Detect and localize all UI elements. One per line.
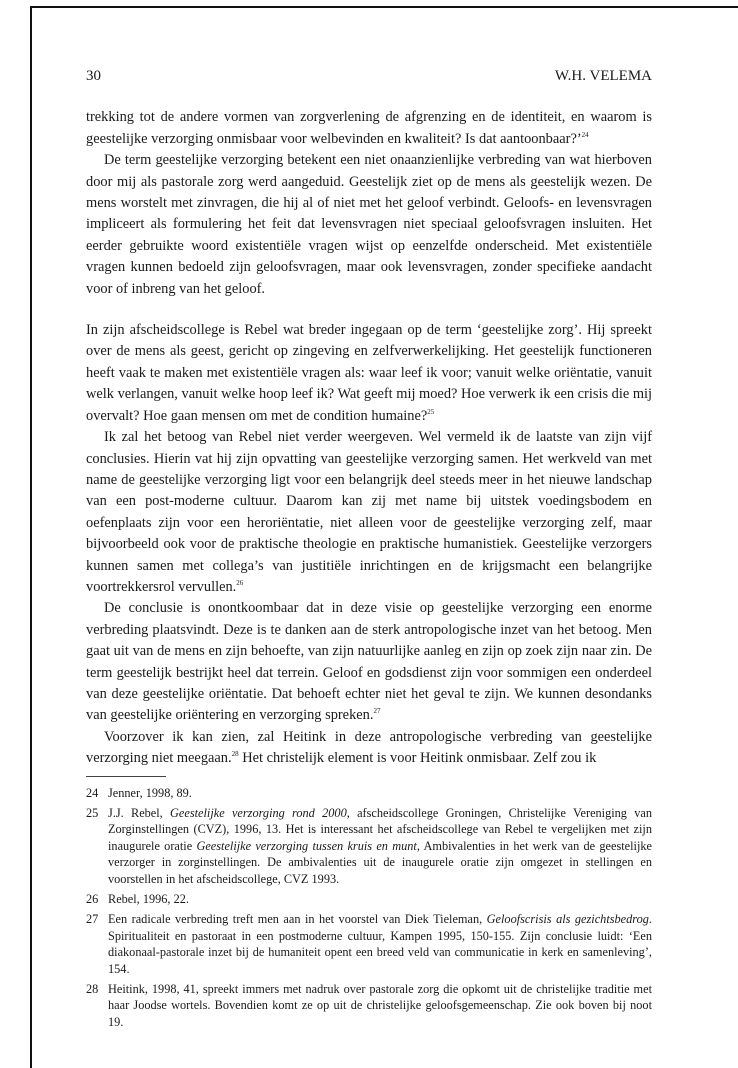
footnote-text-segment: Een radicale verbreding treft men aan in het voorstel van Diek Tieleman, [108, 912, 487, 927]
running-header [86, 66, 652, 87]
paragraph-text: Voorzover ik kan zien, zal Heitink in deze antropologische verbreding van geestelijke verzorging niet meegaan. [86, 728, 652, 767]
footnote-text [108, 785, 652, 801]
footnote-ref[interactable]: 26 [236, 578, 244, 587]
cited-title: Geloofscrisis als gezichtsbedrog [486, 912, 649, 927]
paragraph-text-continued: Het christelijk element is voor Heitink onmisbaar. Zelf zou ik [238, 750, 597, 767]
footnote-ref[interactable]: 28 [231, 750, 239, 759]
footnote [86, 911, 652, 977]
page-border-top [30, 6, 738, 8]
running-title: W.H. VELEMA [554, 68, 652, 84]
footnote-text-segment: Rebel, 1996, 22. [108, 892, 189, 907]
footnote-text [108, 911, 652, 977]
footnotes [86, 785, 652, 1031]
footnote-text-segment: , afscheidscollege Groningen, Christelijke Vereniging van Zorginstellingen (CVZ), 1996, 13. Het is interessant het afscheidscollege van Rebel te vergelijken met zijn inaugurele oratie [108, 806, 652, 853]
footnote-text-segment: J.J. Rebel, [108, 806, 171, 820]
paragraph-text: Ik zal het betoog van Rebel niet verder weergeven. Wel vermeld ik de laatste van zijn vijf conclusies. Hierin vat hij zijn opvatting van geestelijke verzorging samen. Het werkveld van met name de geestelijke verzorging ligt voor een belangrijk deel steeds meer in het nieuwe landschap van een post-moderne cultuur. Daarom kan zij met name bij uitstek voedingsbodem en oefenplaats zijn voor een heroriëntatie, niet alleen voor de geestelijke verzorging zelf, maar bijvoorbeeld ook voor de praktische theologie en praktische humanistiek. Geestelijke verzorgers kunnen samen met collega’s van justitiële inrichtingen en de krijgsmacht een belangrijke voortrekkersrol vervullen. [86, 429, 652, 595]
footnote-number: 27 [86, 912, 99, 927]
paragraph-text: In zijn afscheidscollege is Rebel wat breder ingegaan op de term ‘geestelijke zorg’. Hij spreekt over de mens als geest, gericht op zingeving en zelfverwerkelijking. Het geestelijk functioneren heeft vaak te maken met existentiële vragen als: waar leef ik voor; vanuit welke oriëntatie, vanuit welk verlangen, vanuit welke hoop leef ik? Wat geeft mij moed? Hoe verwerk ik een crisis die mij overvalt? Hoe gaan mensen om met de condition humaine? [86, 322, 653, 424]
footnote-ref[interactable]: 24 [581, 130, 589, 139]
footnote-separator [86, 776, 166, 777]
paragraph-text: De term geestelijke verzorging betekent een niet onaanzienlijke verbreding van wat hierboven door mij als pastorale zorg werd aangeduid. Geestelijk ziet op de mens als geestelijk wezen. De mens worstelt met zinvragen, die hij al of niet met het geloof verbindt. Geloofs- en levensvragen impliceert als formulering het feit dat levensvragen niet speciaal geloofsvragen insluiten. Het eerder gebruikte woord existentiële vragen wijst op eenzelfde onderscheid. Met existentiële vragen kunnen bedoeld zijn geloofsvragen, maar ook levensvragen, zonder specifieke aandacht voor of inbreng van het geloof. [86, 152, 652, 297]
page-number: 30 [86, 68, 101, 84]
footnote-number: 24 [86, 785, 99, 800]
footnote-ref[interactable]: 27 [373, 707, 381, 716]
paragraph-text: De conclusie is onontkoombaar dat in deze visie op geestelijke verzorging een enorme verbreding plaatsvindt. Deze is te danken aan de sterk antropologische inzet van het betoog. Men gaat uit van de mens en zijn behoefte, van zijn natuurlijke aanleg en zijn op zoek zijn naar zin. De term geestelijk bestrijkt heel dat terrein. Geloof en godsdienst zijn voor sommigen een onderdeel van deze geestelijke oriëntatie. Dat behoeft echter niet het geval te zijn. We kunnen desondanks van geestelijke oriëntering en verzorging spreken. [86, 600, 652, 724]
footnote-number: 25 [86, 806, 99, 820]
footnote-text-segment: Jenner, 1998, 89. [108, 785, 192, 800]
footnote [86, 891, 652, 907]
footnote-text-segment: Heitink, 1998, 41, spreekt immers met nadruk over pastorale zorg die opkomt uit de christelijke traditie met haar Joodse wortels. Bovendien komt ze op uit de christelijke geloofsgemeenschap. Zie ook boven bij noot 19. [108, 982, 652, 1029]
footnote-number: 26 [86, 892, 99, 907]
footnote-text-segment: . Spiritualiteit en pastoraat in een postmoderne cultuur, Kampen 1995, 150-155. Zijn conclusie luidt: ‘Een diakonaal-pastorale inzet bij de humaniteit opent een breed veld van communicatie in kerk en samenleving’, 154. [108, 912, 652, 976]
footnote-text [108, 805, 652, 887]
document-page [86, 66, 652, 1034]
cited-title: Geestelijke verzorging rond 2000 [170, 806, 347, 820]
footnote-number: 28 [86, 982, 99, 997]
footnote [86, 785, 652, 801]
footnote-text [108, 981, 652, 1030]
footnote [86, 981, 652, 1030]
body-paragraph [86, 727, 652, 770]
body-paragraph [86, 320, 652, 427]
section-gap [86, 300, 652, 320]
footnote-text [108, 891, 652, 907]
cited-title: Geestelijke verzorging tussen kruis en munt [196, 838, 417, 853]
body-paragraph [86, 427, 652, 598]
footnote [86, 805, 652, 887]
page-border-left [30, 6, 32, 1068]
body-paragraph [86, 150, 652, 300]
body-paragraph [86, 107, 652, 150]
paragraph-text: trekking tot de andere vormen van zorgverlening de afgrenzing en de identiteit, en waarom is geestelijke verzorging onmisbaar voor welbevinden en kwaliteit? Is dat aantoonbaar?’ [86, 109, 652, 147]
footnote-text-segment: , Ambivalenties in het werk van de geestelijke verzorger in zorginstellingen. De ambivalenties uit de inaugurele oratie zijn omgezet in stellingen en voorstellen in het afscheidscollege, CVZ 1993. [108, 838, 652, 886]
body-text [86, 107, 652, 769]
body-paragraph [86, 598, 652, 726]
footnote-ref[interactable]: 25 [427, 407, 435, 416]
